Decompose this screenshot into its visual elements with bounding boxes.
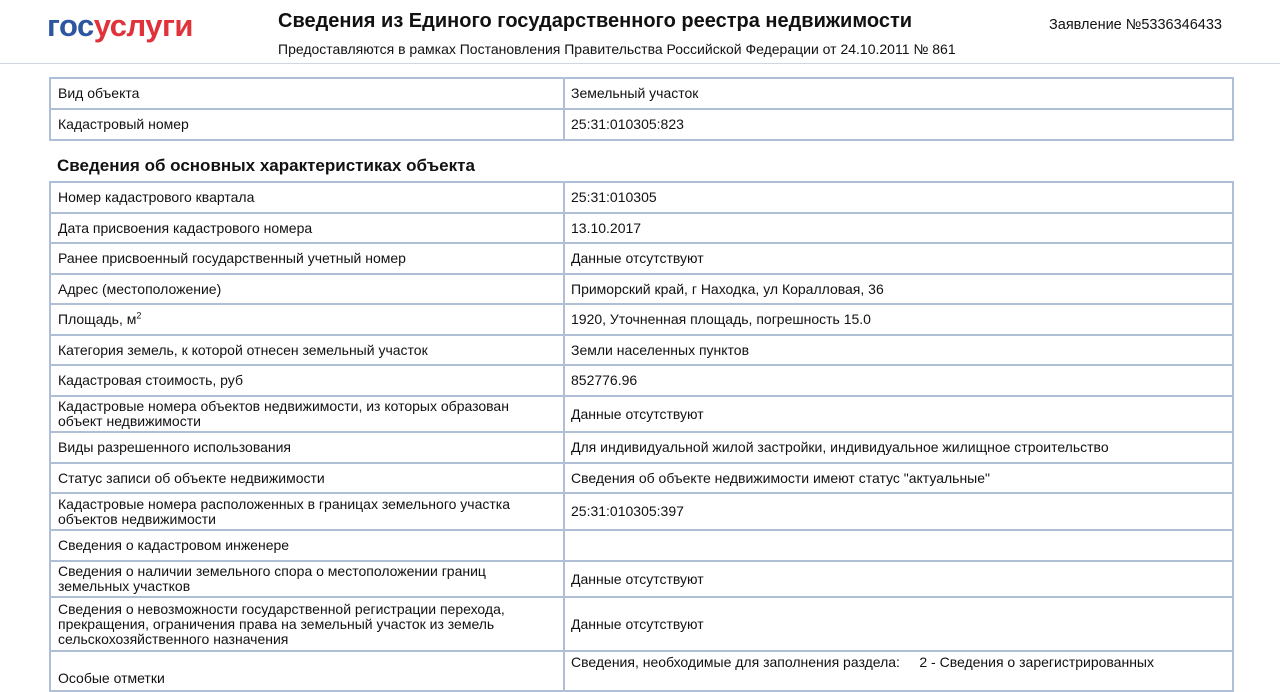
row-label-area [50, 304, 564, 335]
row-value: 25:31:010305:823 [564, 109, 1233, 140]
table-row [50, 335, 1233, 365]
row-label: Дата присвоения кадастрового номера [50, 213, 564, 243]
characteristics-table [49, 181, 1234, 692]
row-label: Ранее присвоенный государственный учетный номер [50, 243, 564, 274]
row-label: Кадастровые номера расположенных в границах земельного участка объектов недвижимости [50, 493, 564, 530]
row-value: 13.10.2017 [564, 213, 1233, 243]
table-row [50, 463, 1233, 493]
row-value: Данные отсутствуют [564, 243, 1233, 274]
row-label: Особые отметки [50, 651, 564, 691]
section-title: Сведения об основных характеристиках объекта [57, 156, 475, 175]
row-label: Сведения о невозможности государственной регистрации перехода, прекращения, ограничения права на земельный участок из земель сельскохозяйственного назначения [50, 597, 564, 651]
row-value: Сведения, необходимые для заполнения раздела: 2 - Сведения о зарегистрированных [564, 651, 1233, 691]
row-label: Категория земель, к которой отнесен земельный участок [50, 335, 564, 365]
row-value: 25:31:010305:397 [564, 493, 1233, 530]
application-number: Заявление №5336346433 [1049, 17, 1222, 33]
row-value: 852776.96 [564, 365, 1233, 396]
row-value: Данные отсутствуют [564, 597, 1233, 651]
row-value: Сведения об объекте недвижимости имеют статус "актуальные" [564, 463, 1233, 493]
row-label: Статус записи об объекте недвижимости [50, 463, 564, 493]
table-row [50, 304, 1233, 335]
row-label: Вид объекта [50, 78, 564, 109]
table-row [50, 274, 1233, 304]
table-row [50, 182, 1233, 213]
row-label: Кадастровая стоимость, руб [50, 365, 564, 396]
row-value: Приморский край, г Находка, ул Коралловая, 36 [564, 274, 1233, 304]
row-label: Номер кадастрового квартала [50, 182, 564, 213]
row-label: Сведения о кадастровом инженере [50, 530, 564, 561]
row-value: Земельный участок [564, 78, 1233, 109]
table-row [50, 597, 1233, 651]
document-header [0, 0, 1280, 64]
area-label: Площадь, м [58, 311, 137, 327]
table-row [50, 530, 1233, 561]
area-unit-superscript: 2 [136, 310, 142, 321]
table-row [50, 243, 1233, 274]
row-label: Адрес (местоположение) [50, 274, 564, 304]
table-row [50, 432, 1233, 463]
row-value [564, 530, 1233, 561]
row-value: Для индивидуальной жилой застройки, индивидуальное жилищное строительство [564, 432, 1233, 463]
row-value: 1920, Уточненная площадь, погрешность 15.0 [564, 304, 1233, 335]
gosuslugi-logo[interactable] [47, 8, 193, 44]
logo-text-part1: гос [47, 8, 94, 43]
document-subtitle: Предоставляются в рамках Постановления Правительства Российской Федерации от 24.10.2011 № 861 [278, 41, 956, 57]
object-identity-table [49, 77, 1234, 141]
logo-text-part2: услуги [93, 8, 193, 43]
document-title: Сведения из Единого государственного реестра недвижимости [278, 10, 913, 32]
row-label: Виды разрешенного использования [50, 432, 564, 463]
row-value: Данные отсутствуют [564, 396, 1233, 432]
table-row [50, 493, 1233, 530]
table-row [50, 651, 1233, 691]
row-label: Кадастровый номер [50, 109, 564, 140]
row-value: Данные отсутствуют [564, 561, 1233, 597]
table-row [50, 365, 1233, 396]
row-label: Сведения о наличии земельного спора о местоположении границ земельных участков [50, 561, 564, 597]
table-row [50, 561, 1233, 597]
table-row [50, 213, 1233, 243]
row-value: Земли населенных пунктов [564, 335, 1233, 365]
row-value: 25:31:010305 [564, 182, 1233, 213]
table-row [50, 396, 1233, 432]
table-row [50, 78, 1233, 109]
row-label: Кадастровые номера объектов недвижимости, из которых образован объект недвижимости [50, 396, 564, 432]
table-row [50, 109, 1233, 140]
